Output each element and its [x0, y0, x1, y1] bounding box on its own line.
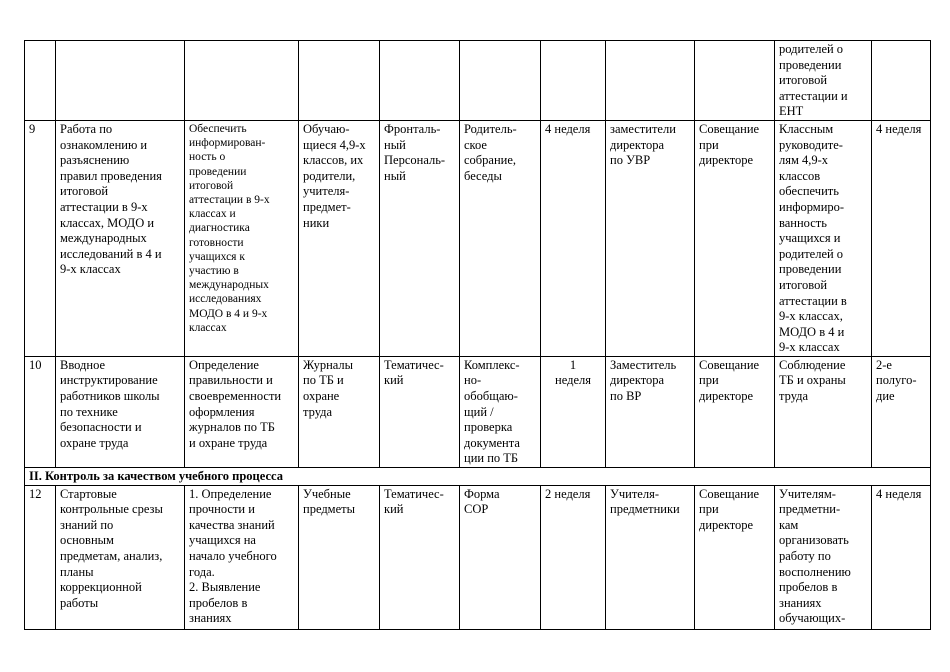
cell-timing: 2 неделя — [541, 485, 606, 629]
cell-decision: Классным руководите- лям 4,9-х классов обеспечить информиро- ванность учащихся и родителей о проведении итоговой аттестации в 9-х классах, МОДО в 4 и 9-х классах — [775, 120, 872, 356]
cell-topic: Стартовые контрольные срезы знаний по основным предметам, анализ, планы коррекционной работы — [56, 485, 185, 629]
cell-num: 9 — [25, 120, 56, 356]
table-row — [25, 41, 931, 121]
cell-object — [299, 41, 380, 121]
cell-timing: 4 неделя — [541, 120, 606, 356]
control-plan-table — [24, 40, 931, 630]
cell-type: Тематичес- кий — [380, 356, 460, 467]
cell-review — [695, 41, 775, 121]
cell-type — [380, 41, 460, 121]
cell-decision: Соблюдение ТБ и охраны труда — [775, 356, 872, 467]
cell-timing — [541, 41, 606, 121]
cell-responsible: Учителя- предметники — [606, 485, 695, 629]
table-row — [25, 485, 931, 629]
section-heading: II. Контроль за качеством учебного процесса — [25, 468, 931, 486]
cell-responsible — [606, 41, 695, 121]
cell-recheck: 2-е полуго- дие — [872, 356, 931, 467]
cell-goal — [185, 41, 299, 121]
cell-num: 12 — [25, 485, 56, 629]
cell-topic — [56, 41, 185, 121]
table-row — [25, 120, 931, 356]
cell-responsible: заместители директора по УВР — [606, 120, 695, 356]
cell-recheck — [872, 41, 931, 121]
cell-goal: 1. Определение прочности и качества знаний учащихся на начало учебного года. 2. Выявление пробелов в знаниях — [185, 485, 299, 629]
cell-review: Совещание при директоре — [695, 356, 775, 467]
section-row — [25, 468, 931, 486]
cell-topic: Работа по ознакомлению и разъяснению правил проведения итоговой аттестации в 9-х классах, МОДО и международных исследований в 4 и 9-х классах — [56, 120, 185, 356]
cell-review: Совещание при директоре — [695, 485, 775, 629]
cell-review: Совещание при директоре — [695, 120, 775, 356]
cell-method: Форма СОР — [460, 485, 541, 629]
cell-decision: родителей о проведении итоговой аттестации и ЕНТ — [775, 41, 872, 121]
cell-method: Родитель- ское собрание, беседы — [460, 120, 541, 356]
cell-recheck: 4 неделя — [872, 120, 931, 356]
cell-object: Обучаю- щиеся 4,9-х классов, их родители, учителя- предмет- ники — [299, 120, 380, 356]
cell-goal: Определение правильности и своевременности оформления журналов по ТБ и охране труда — [185, 356, 299, 467]
cell-method — [460, 41, 541, 121]
cell-type: Фронталь- ный Персональ- ный — [380, 120, 460, 356]
cell-type: Тематичес- кий — [380, 485, 460, 629]
cell-recheck: 4 неделя — [872, 485, 931, 629]
table-row — [25, 356, 931, 467]
cell-object: Журналы по ТБ и охране труда — [299, 356, 380, 467]
cell-method: Комплекс- но- обобщаю- щий / проверка документа ции по ТБ — [460, 356, 541, 467]
cell-num — [25, 41, 56, 121]
cell-responsible: Заместитель директора по ВР — [606, 356, 695, 467]
cell-goal: Обеспечить информирован- ность о проведении итоговой аттестации в 9-х классах и диагностика готовности учащихся к участию в международных исследованиях МОДО в 4 и 9-х классах — [185, 120, 299, 356]
cell-object: Учебные предметы — [299, 485, 380, 629]
cell-num: 10 — [25, 356, 56, 467]
cell-decision: Учителям- предметни- кам организовать работу по восполнению пробелов в знаниях обучающих- — [775, 485, 872, 629]
cell-topic: Вводное инструктирование работников школы по технике безопасности и охране труда — [56, 356, 185, 467]
cell-timing: 1 неделя — [541, 356, 606, 467]
